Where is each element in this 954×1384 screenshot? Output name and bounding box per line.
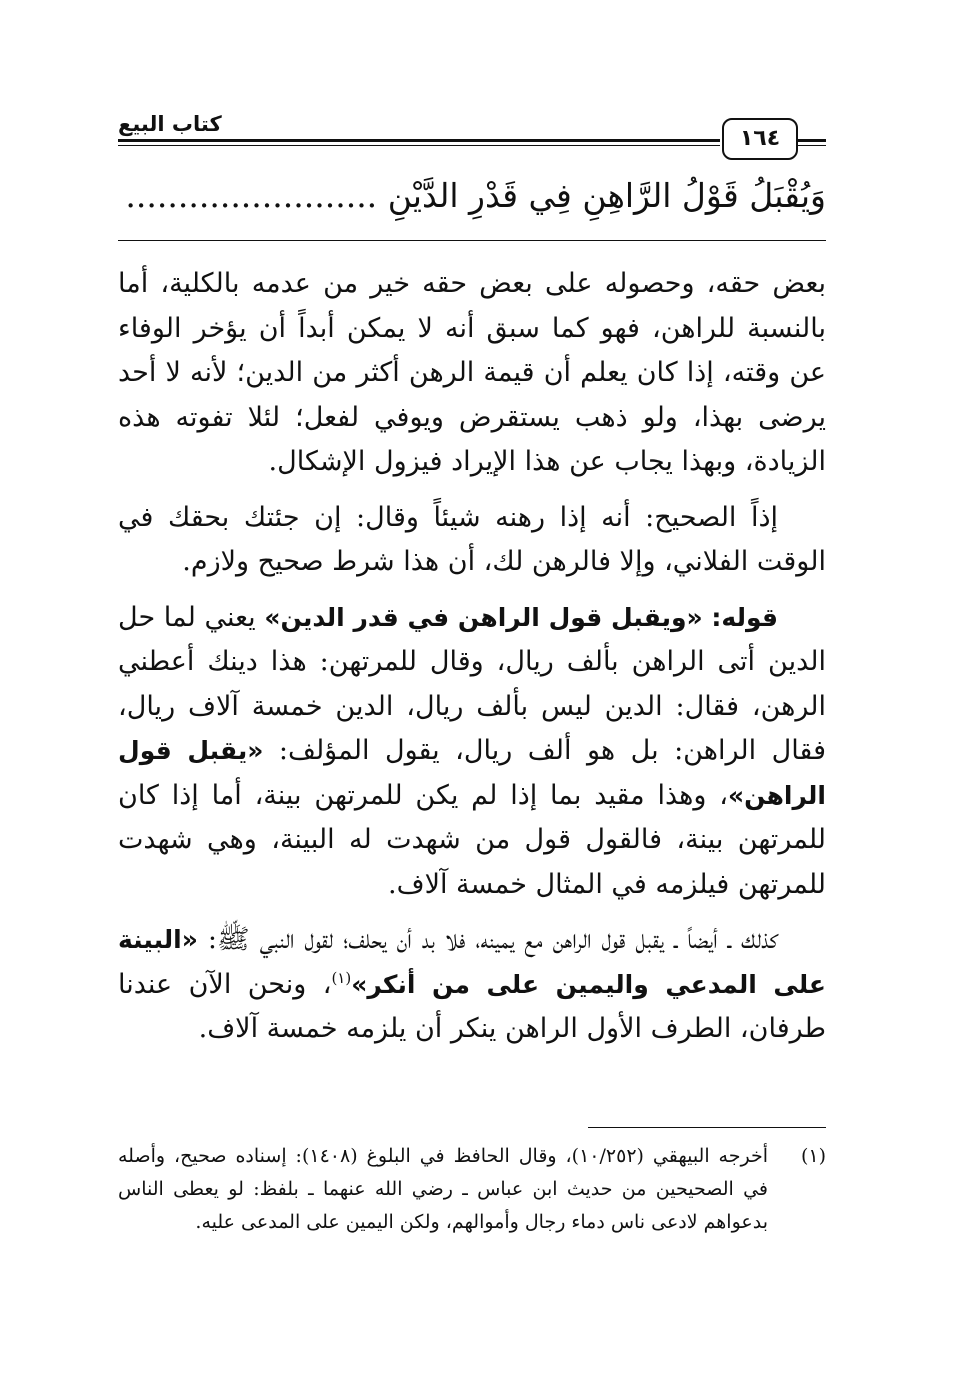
paragraph-4 xyxy=(118,918,826,1052)
paragraph-3 xyxy=(118,596,826,908)
footnote-1 xyxy=(118,1140,826,1239)
paragraph-4-text-2: ، ونحن الآن عندنا طرفان، الطرف الأول الراهن ينكر أن يلزمه خمسة آلاف. xyxy=(118,968,826,1044)
commentary-body xyxy=(118,262,826,1052)
page-number: ١٦٤ xyxy=(722,118,798,160)
header-rule-right-thin xyxy=(796,145,826,146)
header-rule xyxy=(118,139,720,142)
matn-line xyxy=(118,168,826,224)
footnote-divider xyxy=(588,1127,826,1128)
paragraph-3-text-2: ، وهذا مقيد بما إذا لم يكن للمرتهن بينة، أما إذا كان للمرتهن بينة، فالقول قول من شهدت له البينة، وهي شهدت للمرتهن فيلزمه في المثال خمسة آلاف. xyxy=(118,779,826,900)
paragraph-3-text-1: يعني لما حل الدين أتى الراهن بألف ريال، وقال للمرتهن: هذا دينك أعطني الرهن، فقال: الدين ليس بألف ريال، الدين خمسة آلاف ريال، فقال الراهن: بل هو ألف ريال، يقول المؤلف: xyxy=(118,601,826,766)
quoted-matn-bold: قوله: «ويقبل قول الراهن في قدر الدين» xyxy=(264,602,778,632)
paragraph-1: بعض حقه، وحصوله على بعض حقه خير من عدمه بالكلية، أما بالنسبة للراهن، فهو كما سبق أنه لا يمكن أبداً أن يؤخر الوفاء عن وقته، إذا كان يعلم أن قيمة الرهن أكثر من الدين؛ لأنه لا أحد يرضى بهذا، ولو ذهب يستقرض ويوفي لفعل؛ لئلا تفوته هذه الزيادة، وبهذا يجاب عن هذا الإيراد فيزول الإشكال. xyxy=(118,268,826,477)
footnote-ref[interactable]: (١) xyxy=(331,968,352,987)
matn-text: وَيُقْبَلُ قَوْلُ الرَّاهِنِ فِي قَدْرِ الدَّيْنِ xyxy=(387,176,826,215)
paragraph-2: إذاً الصحيح: أنه إذا رهنه شيئاً وقال: إن جئتك بحقك في الوقت الفلاني، وإلا فالرهن لك، أن هذا شرط صحيح ولازم. xyxy=(118,501,826,577)
footnote-text: أخرجه البيهقي (١٠/٢٥٢)، وقال الحافظ في البلوغ (١٤٠٨): إسناده صحيح، وأصله في الصحيحين من حديث ابن عباس ـ رضي الله عنهما ـ بلفظ: لو يعطى الناس بدعواهم لادعى ناس دماء رجال وأموالهم، ولكن اليمين على المدعى عليه. xyxy=(118,1145,768,1233)
matn-dots: ........................ xyxy=(125,176,378,215)
header-rule-thin xyxy=(118,145,720,146)
matn-divider xyxy=(118,240,826,241)
hadith-quote-bold: «البينة على المدعي واليمين على من أنكر» xyxy=(118,925,826,999)
quoted-matn-bold-2: «يقبل قول الراهن» xyxy=(118,736,826,810)
header-rule-right xyxy=(796,139,826,142)
footnote-marker: (١) xyxy=(800,1145,826,1167)
paragraph-4-text-1: كذلك ـ أيضاً ـ يقبل قول الراهن مع يمينه، فلا بد أن يحلف؛ لقول النبي ﷺ: xyxy=(197,924,778,955)
running-header-title: كتاب البيع xyxy=(118,112,222,136)
